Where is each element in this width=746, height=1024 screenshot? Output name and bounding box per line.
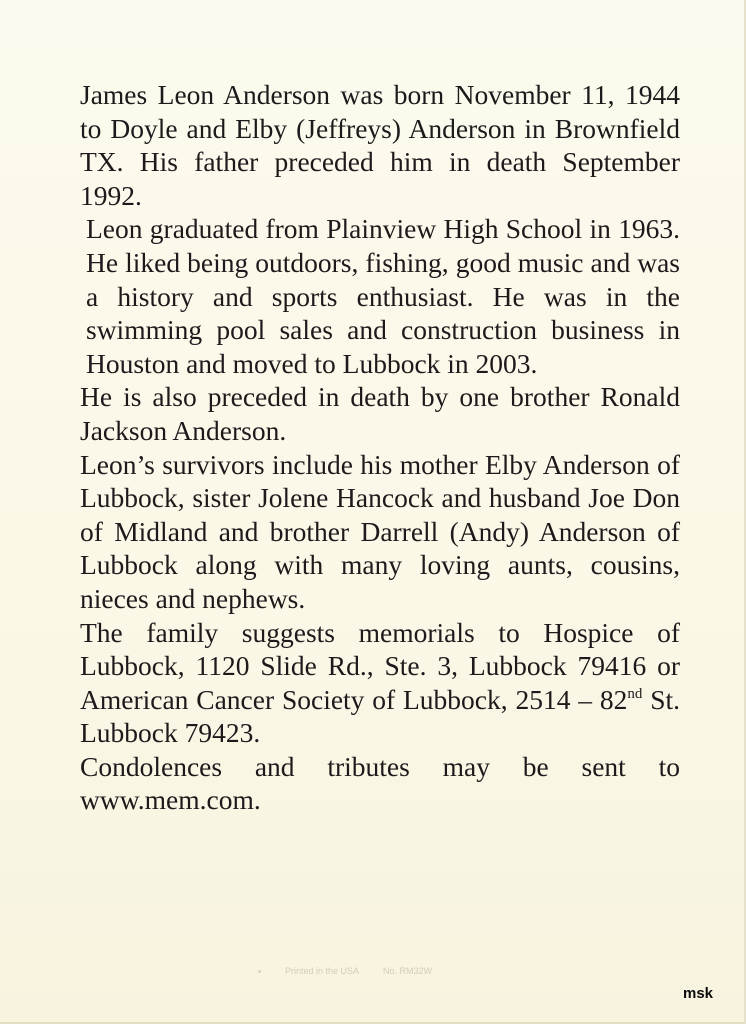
paragraph-survivors: Leon’s survivors include his mother Elby Anderson of Lubbock, sister Jolene Hancock and husband Joe Don of Midland and brother Darrell (Andy) Anderson of Lubbock along with many loving aunts, cousins, nieces and nephews. (80, 448, 680, 614)
signature-mark: msk (683, 985, 714, 1002)
ordinal-suffix: nd (627, 685, 643, 702)
paragraph-preceded: He is also preceded in death by one brother Ronald Jackson Anderson. (80, 381, 680, 446)
printed-in-label: Printed in the USA (285, 966, 360, 976)
obituary-text (80, 78, 680, 817)
bullet-dot-icon (258, 970, 261, 973)
paragraph-memorials (80, 616, 680, 750)
product-number: No. RM32W (383, 966, 433, 976)
memorials-text: The family suggests memorials to Hospice of Lubbock, 1120 Slide Rd., Ste. 3, Lubbock 79416 or American Cancer Society of Lubbock, 2514 – 82 (80, 616, 680, 715)
paragraph-condolences: Condolences and tributes may be sent to www.mem.com. (80, 750, 680, 816)
print-footer (258, 966, 456, 976)
paragraph-birth: James Leon Anderson was born November 11, 1944 to Doyle and Elby (Jeffreys) Anderson in Brownfield TX. His father preceded him in death September 1992. (80, 79, 680, 211)
memorials-text-end: St. Lubbock 79423. (80, 683, 680, 749)
paragraph-education-career: Leon graduated from Plainview High School in 1963. He liked being outdoors, fishing, good music and was a history and sports enthusiast. He was in the swimming pool sales and construction business in Houston and moved to Lubbock in 2003. (86, 213, 680, 379)
